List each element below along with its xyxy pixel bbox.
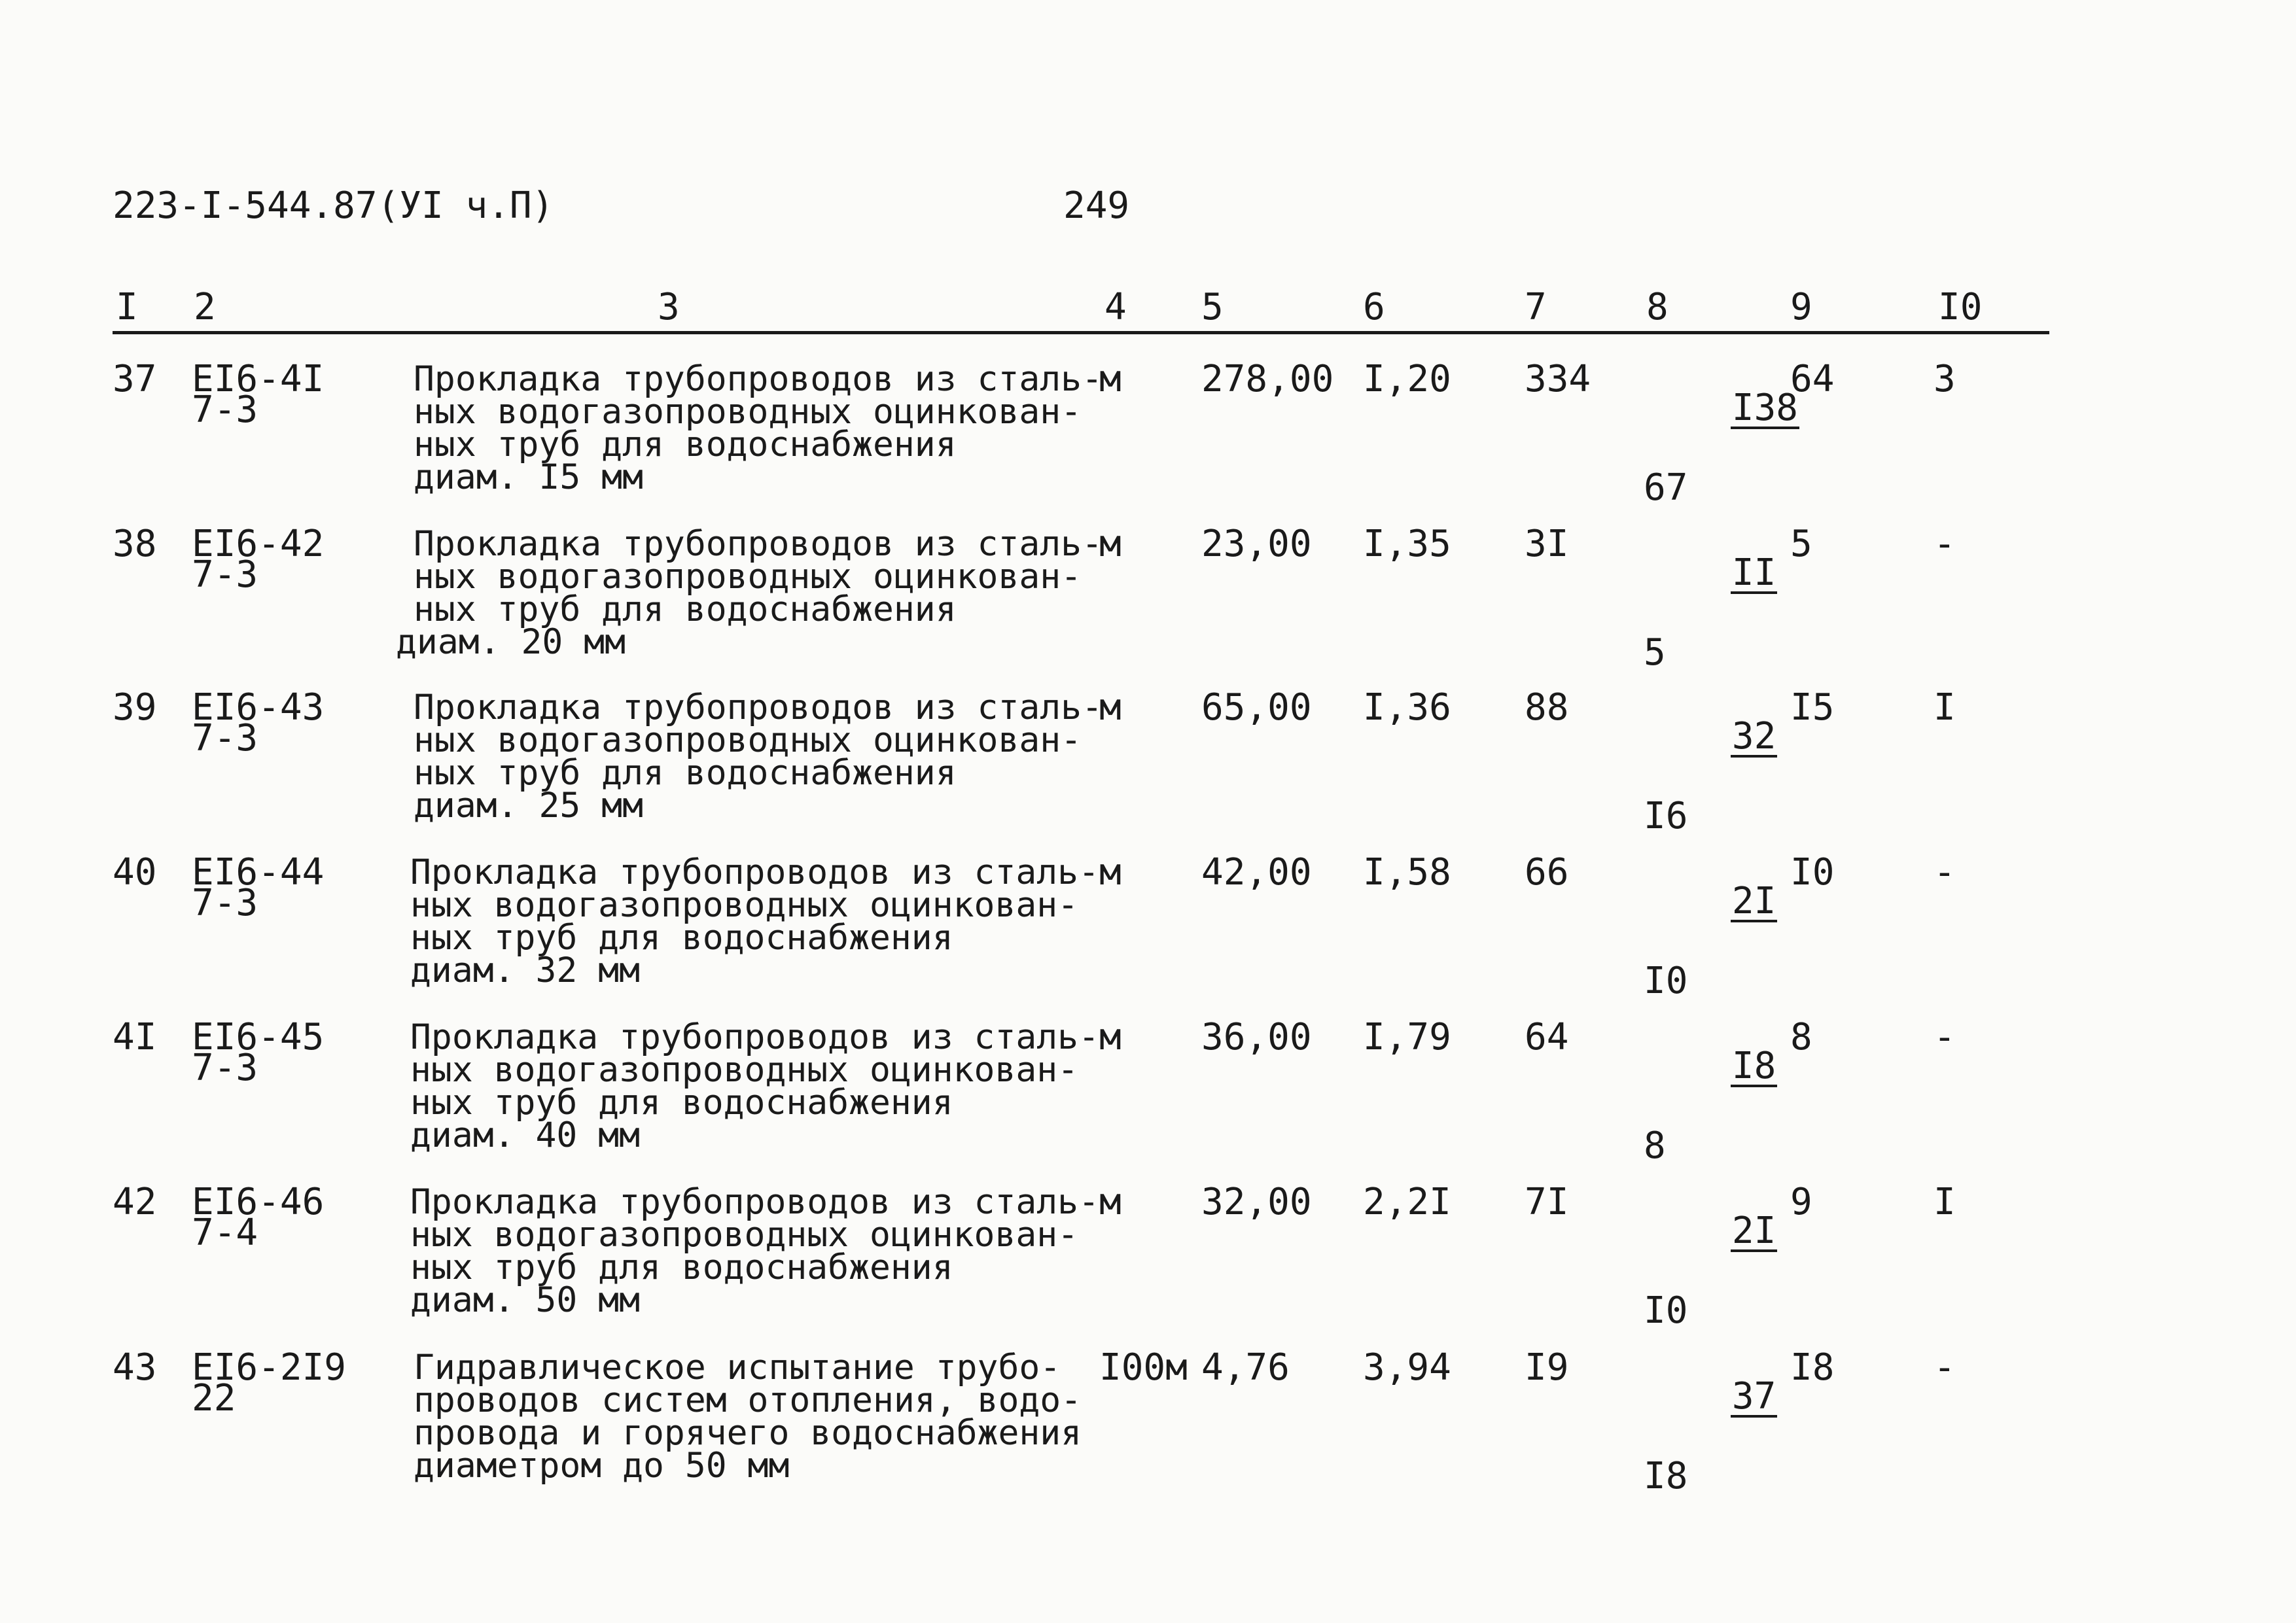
norm-code: EI6-43 <box>192 686 325 729</box>
fraction-numerator: I8 <box>1731 1045 1776 1087</box>
fraction-numerator: II <box>1731 551 1776 594</box>
unit: м <box>1099 358 1122 400</box>
fraction-denominator: I0 <box>1644 1289 1688 1332</box>
column-9-value: 64 <box>1790 358 1835 400</box>
row-number: 38 <box>113 523 157 565</box>
quantity: 32,00 <box>1201 1181 1312 1223</box>
column-heading-9: 9 <box>1790 286 1812 328</box>
fraction-numerator: I38 <box>1731 387 1799 429</box>
column-10-value: - <box>1934 851 1956 894</box>
quantity: 278,00 <box>1201 358 1334 400</box>
column-heading-6: 6 <box>1363 286 1385 328</box>
description-line: диам. I5 мм <box>414 457 643 497</box>
row-number: 37 <box>113 358 157 400</box>
description-line: Прокладка трубопроводов из сталь- <box>414 359 1103 399</box>
total-cost: 334 <box>1525 358 1591 400</box>
column-heading-10: I0 <box>1938 286 1983 328</box>
column-heading-8: 8 <box>1646 286 1669 328</box>
norm-code: EI6-44 <box>192 851 325 894</box>
quantity: 36,00 <box>1201 1016 1312 1058</box>
column-heading-4: 4 <box>1104 286 1127 328</box>
unit: I00м <box>1099 1346 1188 1389</box>
unit-rate: I,20 <box>1363 358 1451 400</box>
unit-rate: 2,2I <box>1363 1181 1451 1223</box>
column-8-fraction <box>1642 1347 1777 1559</box>
fraction-denominator: I0 <box>1644 960 1688 1002</box>
column-9-value: I5 <box>1790 686 1835 729</box>
column-9-value: I8 <box>1790 1346 1835 1389</box>
description-line: ных водогазопроводных оцинкован- <box>414 392 1082 432</box>
row-number: 4I <box>113 1016 157 1058</box>
fraction-denominator: 5 <box>1644 631 1666 674</box>
total-cost: 7I <box>1525 1181 1569 1223</box>
unit-rate: I,36 <box>1363 686 1451 729</box>
description-line: диам. 32 мм <box>410 951 640 990</box>
unit: м <box>1099 523 1122 565</box>
norm-subcode: 7-4 <box>192 1212 258 1254</box>
norm-subcode: 7-3 <box>192 553 258 596</box>
norm-code: EI6-4I <box>192 358 325 400</box>
quantity: 23,00 <box>1201 523 1312 565</box>
quantity: 65,00 <box>1201 686 1312 729</box>
quantity: 4,76 <box>1201 1346 1290 1389</box>
description-line: диам. 20 мм <box>396 622 626 662</box>
fraction-denominator: I6 <box>1644 795 1688 837</box>
document-code: 223-I-544.87(УI ч.П) <box>113 184 554 227</box>
quantity: 42,00 <box>1201 851 1312 894</box>
fraction-numerator: 32 <box>1731 715 1776 758</box>
description-line: ных труб для водоснабжения <box>414 753 957 793</box>
column-10-value: I <box>1934 1181 1956 1223</box>
column-heading-7: 7 <box>1525 286 1547 328</box>
description-line: Прокладка трубопроводов из сталь- <box>414 524 1103 564</box>
column-9-value: 5 <box>1790 523 1812 565</box>
unit-rate: I,79 <box>1363 1016 1451 1058</box>
norm-subcode: 7-3 <box>192 882 258 924</box>
column-heading-5: 5 <box>1201 286 1224 328</box>
column-10-value: - <box>1934 523 1956 565</box>
description-line: Прокладка трубопроводов из сталь- <box>410 1182 1099 1222</box>
description-line: Гидравлическое испытание трубо- <box>414 1348 1061 1387</box>
row-number: 43 <box>113 1346 157 1389</box>
description-line: ных труб для водоснабжения <box>410 1083 953 1123</box>
fraction-denominator: I8 <box>1644 1455 1688 1497</box>
header-rule <box>113 331 2049 334</box>
description-line: ных водогазопроводных оцинкован- <box>414 557 1082 597</box>
description-line: Прокладка трубопроводов из сталь- <box>414 688 1103 727</box>
description-line: Прокладка трубопроводов из сталь- <box>410 1017 1099 1057</box>
total-cost: 3I <box>1525 523 1569 565</box>
column-9-value: I0 <box>1790 851 1835 894</box>
unit: м <box>1099 1181 1122 1223</box>
column-9-value: 9 <box>1790 1181 1812 1223</box>
unit: м <box>1099 1016 1122 1058</box>
description-line: ных водогазопроводных оцинкован- <box>410 1215 1079 1255</box>
description-line: ных труб для водоснабжения <box>414 589 957 629</box>
row-number: 39 <box>113 686 157 729</box>
column-heading-1: I <box>116 286 138 328</box>
description-line: провода и горячего водоснабжения <box>414 1413 1082 1453</box>
description-line: ных водогазопроводных оцинкован- <box>410 1050 1079 1090</box>
column-10-value: 3 <box>1934 358 1956 400</box>
unit-rate: 3,94 <box>1363 1346 1451 1389</box>
norm-code: EI6-45 <box>192 1016 325 1058</box>
row-number: 40 <box>113 851 157 894</box>
unit-rate: I,35 <box>1363 523 1451 565</box>
fraction-denominator: 8 <box>1644 1125 1666 1167</box>
unit: м <box>1099 686 1122 729</box>
description-line: ных труб для водоснабжения <box>410 918 953 958</box>
column-10-value: I <box>1934 686 1956 729</box>
total-cost: 64 <box>1525 1016 1569 1058</box>
description-line: ных труб для водоснабжения <box>414 425 957 464</box>
fraction-numerator: 2I <box>1731 880 1776 922</box>
norm-code: EI6-42 <box>192 523 325 565</box>
norm-subcode: 7-3 <box>192 717 258 759</box>
description-line: диам. 40 мм <box>410 1115 640 1155</box>
norm-code: EI6-46 <box>192 1181 325 1223</box>
column-heading-3: 3 <box>658 286 680 328</box>
description-line: проводов систем отопления, водо- <box>414 1380 1082 1420</box>
row-number: 42 <box>113 1181 157 1223</box>
norm-subcode: 7-3 <box>192 389 258 431</box>
description-line: диам. 50 мм <box>410 1280 640 1320</box>
total-cost: 88 <box>1525 686 1569 729</box>
description-line: ных водогазопроводных оцинкован- <box>414 720 1082 760</box>
column-10-value: - <box>1934 1346 1956 1389</box>
description-line: ных труб для водоснабжения <box>410 1248 953 1287</box>
description-line: Прокладка трубопроводов из сталь- <box>410 852 1099 892</box>
fraction-numerator: 37 <box>1731 1375 1776 1418</box>
column-9-value: 8 <box>1790 1016 1812 1058</box>
description-line: диаметром до 50 мм <box>414 1446 790 1486</box>
total-cost: I9 <box>1525 1346 1569 1389</box>
norm-subcode: 22 <box>192 1377 236 1420</box>
fraction-numerator: 2I <box>1731 1210 1776 1252</box>
column-heading-2: 2 <box>194 286 216 328</box>
column-10-value: - <box>1934 1016 1956 1058</box>
total-cost: 66 <box>1525 851 1569 894</box>
norm-code: EI6-2I9 <box>192 1346 347 1389</box>
description-line: диам. 25 мм <box>414 786 643 826</box>
description-line: ных водогазопроводных оцинкован- <box>410 885 1079 925</box>
unit-rate: I,58 <box>1363 851 1451 894</box>
unit: м <box>1099 851 1122 894</box>
fraction-denominator: 67 <box>1644 466 1688 509</box>
norm-subcode: 7-3 <box>192 1047 258 1089</box>
page-number: 249 <box>1063 184 1130 227</box>
